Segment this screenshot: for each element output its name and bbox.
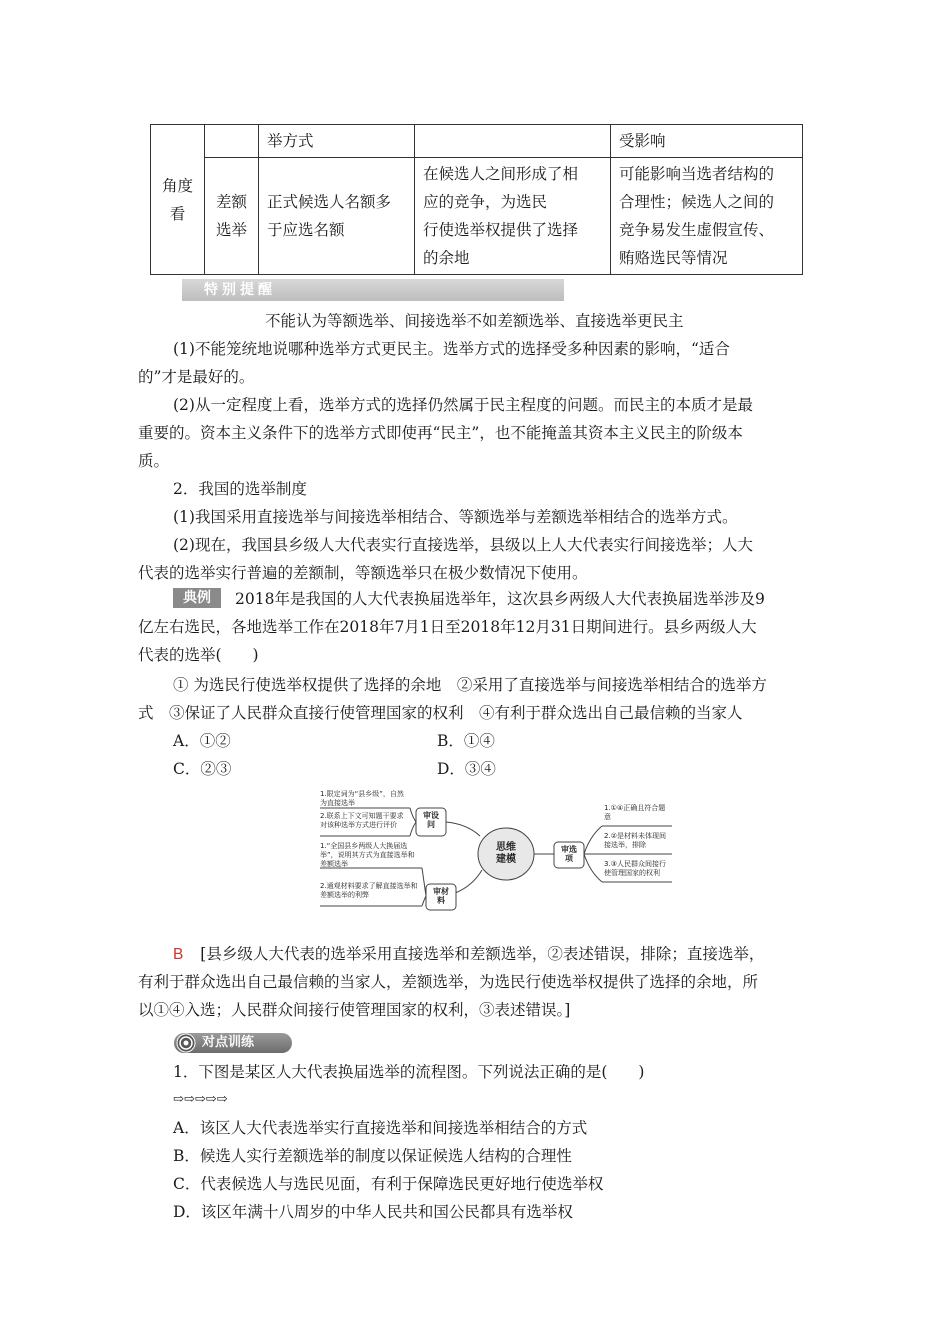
cell-empty-2 [415,125,611,158]
tip-p1-line: 的”才是最好的。 [138,368,255,386]
cell-cons [611,158,803,275]
training-badge [174,1033,292,1053]
mind-map [312,786,674,936]
cell-empty [205,125,259,158]
example-statements-line: ① 为选民行使选举权提供了选择的余地 ②采用了直接选举与间接选举相结合的选举方 [173,676,767,694]
cell-effect-top: 受影响 [611,125,803,158]
tip-p2-line: 质。 [138,452,170,470]
tip-title: 不能认为等额选举、间接选举不如差额选举、直接选举更民主 [265,312,684,330]
tip-banner-label: 特别提醒 [204,282,276,298]
row-header-angle: 角度看 [151,125,205,275]
cons-line: 可能影响当选者结构的 [619,165,775,183]
cons-line: 竞争易发生虚假宣传、 [619,221,775,239]
pros-line: 的余地 [423,249,470,267]
answer-letter: B [173,946,184,963]
pros-line: 行使选举权提供了选择 [423,221,579,239]
tip-p1-line: (1)不能笼统地说哪种选举方式更民主。选举方式的选择受多种因素的影响，“适合 [173,340,730,358]
answer-line: 以①④入选；人民群众间接行使管理国家的权利，③表述错误。] [138,1001,571,1019]
pros-line: 应的竞争，为选民 [423,193,548,211]
training-option-c: C．代表候选人与选民见面，有利于保障选民更好地行使选举权 [173,1175,604,1193]
cell-definition: 正式候选人名额多于应选名额 [259,158,415,275]
mind-map-node-m: 审材料 [433,887,449,905]
tip-p2-line: 重要的。资本主义条件下的选举方式即使再“民主”，也不能掩盖其资本主义民主的阶级本 [138,424,743,442]
example-statements-line: 式 ③保证了人民群众直接行使管理国家的权利 ④有利于群众选出自己最信赖的当家人 [138,704,743,722]
mind-map-center: 思维建模 [496,842,516,865]
example-badge: 典例 [173,588,221,608]
mind-map-q2: 2.联系上下文可知题干要求对该种选举方式进行评价 [320,812,404,829]
example-stem-line: 亿左右选民，各地选举工作在2018年7月1日至2018年12月31日期间进行。县乡两级人大 [138,618,757,636]
example-stem-line: 代表的选举( ) [138,646,259,664]
target-icon [176,1033,196,1053]
training-question: 1．下图是某区人大代表换届选举的流程图。下列说法正确的是( ) [173,1063,645,1081]
cell-pros [415,158,611,275]
tip-p2-line: (2)从一定程度上看，选举方式的选择仍然属于民主程度的问题。而民主的本质才是最 [173,396,753,414]
section-heading: 2．我国的选举制度 [173,480,307,498]
flow-arrows: ⇨⇨⇨⇨⇨ [173,1092,228,1107]
tip-banner [182,279,564,301]
section-p2-line: 代表的选举实行普遍的差额制，等额选举只在极少数情况下使用。 [138,564,588,582]
pros-line: 在候选人之间形成了相 [423,165,579,183]
comparison-table [150,124,803,275]
training-option-b: B．候选人实行差额选举的制度以保证候选人结构的合理性 [173,1147,572,1165]
mind-map-node-o: 审选项 [561,845,577,863]
option-d: D．③④ [437,760,496,778]
option-a: A．①② [173,732,231,750]
answer-line [173,940,818,969]
training-option-a: A．该区人大代表选举实行直接选举和间接选举相结合的方式 [173,1119,588,1137]
training-badge-label: 对点训练 [202,1035,255,1050]
mind-map-m2: 2.通观材料要求了解直接选举和差额选举的利弊 [320,882,418,899]
mind-map-m1: 1.“全国县乡两级人大换届选举”，说明其方式为直接选举和差额选举 [320,842,415,868]
answer-text: [县乡级人大代表的选举采用直接选举和差额选举，②表述错误，排除；直接选举， [200,945,765,963]
cell-method-top: 举方式 [259,125,415,158]
section-p2-line: (2)现在，我国县乡级人大代表实行直接选举，县级以上人大代表实行间接选举；人大 [173,536,753,554]
mind-map-node-q: 审设问 [423,811,439,829]
example-stem-line: 2018年是我国的人大代表换届选举年，这次县乡两级人大代表换届选举涉及9 [235,590,765,608]
answer-line: 有利于群众选出自己最信赖的当家人，差额选举，为选民行使选举权提供了选择的余地，所 [138,973,759,991]
cons-line: 贿赂选民等情况 [619,249,728,267]
training-option-d: D．该区年满十八周岁的中华人民共和国公民都具有选举权 [173,1203,573,1221]
mind-map-o2: 2.②是材料未体现间接选举，排除 [604,832,666,849]
option-b: B．①④ [437,732,495,750]
option-c: C．②③ [173,760,232,778]
cons-line: 合理性；候选人之间的 [619,193,775,211]
mind-map-q1: 1.限定词为“县乡级”，自然为直接选举 [320,790,404,807]
mind-map-o3: 3.③人民群众间接行使管理国家的权利 [604,860,666,877]
section-p1: (1)我国采用直接选举与间接选举相结合、等额选举与差额选举相结合的选举方式。 [173,508,738,526]
mind-map-o1: 1.①④正确且符合题意 [604,804,666,821]
cell-type: 差额选举 [205,158,259,275]
